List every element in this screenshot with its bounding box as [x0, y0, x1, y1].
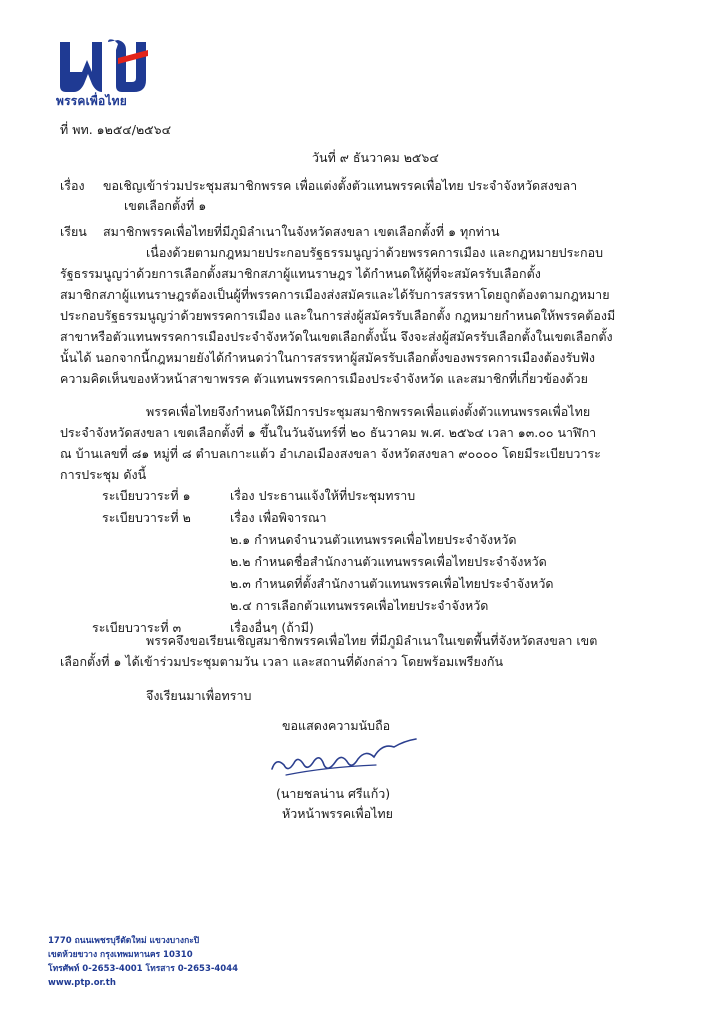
signature-icon [266, 735, 426, 783]
ptp-logo-icon [56, 36, 152, 96]
paragraph-line: เนื่องด้วยตามกฎหมายประกอบรัฐธรรมนูญว่าด้วยพรรคการเมือง และกฎหมายประกอบ [146, 245, 604, 260]
paragraph-line: เลือกตั้งที่ ๑ ได้เข้าร่วมประชุมตามวัน เวลา และสถานที่ดังกล่าว โดยพร้อมเพรียงกัน [60, 654, 504, 669]
paragraph-line: รัฐธรรมนูญว่าด้วยการเลือกตั้งสมาชิกสภาผู้แทนราษฎร ได้กำหนดให้ผู้ที่จะสมัครรับเลือกตั้ง [60, 266, 541, 281]
recipient-label: เรียน [60, 224, 87, 239]
letter-date: วันที่ ๙ ธันวาคม ๒๕๖๔ [312, 150, 439, 165]
subject-line-1: ขอเชิญเข้าร่วมประชุมสมาชิกพรรค เพื่อแต่งตั้งตัวแทนพรรคเพื่อไทย ประจำจังหวัดสงขลา [103, 178, 578, 193]
signature [266, 735, 426, 783]
agenda-value: เรื่องอื่นๆ (ถ้ามี) [230, 620, 314, 635]
footer-line: เขตห้วยขวาง กรุงเทพมหานคร 10310 [48, 950, 193, 960]
recipient-text: สมาชิกพรรคเพื่อไทยที่มีภูมิลำเนาในจังหวัดสงขลา เขตเลือกตั้งที่ ๑ ทุกท่าน [103, 224, 500, 239]
paragraph-1 [60, 242, 660, 389]
subject-line-2: เขตเลือกตั้งที่ ๑ [124, 198, 207, 213]
subject-label: เรื่อง [60, 178, 85, 193]
footer-website: www.ptp.or.th [48, 978, 116, 988]
reference-number: ที่ พท. ๑๒๕๔/๒๕๖๔ [60, 122, 172, 137]
paragraph-line: ความคิดเห็นของหัวหน้าสาขาพรรค ตัวแทนพรรคการเมืองประจำจังหวัด และสมาชิกที่เกี่ยวข้องด้วย [60, 371, 588, 386]
agenda-subitem: ๒.๔ การเลือกตัวแทนพรรคเพื่อไทยประจำจังหวัด [230, 598, 489, 613]
paragraph-line: พรรคเพื่อไทยจึงกำหนดให้มีการประชุมสมาชิกพรรคเพื่อแต่งตั้งตัวแทนพรรคเพื่อไทย [146, 404, 591, 419]
paragraph-line: นั้นได้ นอกจากนี้กฎหมายยังได้กำหนดว่าในการสรรหาผู้สมัครรับเลือกตั้งของพรรคการเมืองต้องรับฟัง [60, 350, 596, 365]
paragraph-3 [60, 630, 660, 672]
paragraph-line: การประชุม ดังนี้ [60, 467, 147, 482]
agenda-value: เรื่อง ประธานแจ้งให้ที่ประชุมทราบ [230, 488, 416, 503]
signer-position: หัวหน้าพรรคเพื่อไทย [282, 806, 393, 821]
paragraph-2 [60, 401, 660, 485]
closing-inform: จึงเรียนมาเพื่อทราบ [146, 688, 252, 703]
footer-line: โทรศัพท์ 0-2653-4001 โทรสาร 0-2653-4044 [48, 964, 239, 974]
paragraph-line: พรรคจึงขอเรียนเชิญสมาชิกพรรคเพื่อไทย ที่มีภูมิลำเนาในเขตพื้นที่จังหวัดสงขลา เขต [146, 633, 598, 648]
paragraph-line: ประกอบรัฐธรรมนูญว่าด้วยพรรคการเมือง และในการส่งผู้สมัครรับเลือกตั้ง กฎหมายกำหนดให้พรรคต้องมี [60, 308, 616, 323]
footer-address [48, 934, 238, 990]
agenda-key: ระเบียบวาระที่ ๒ [102, 510, 191, 525]
paragraph-line: ณ บ้านเลขที่ ๘๑ หมู่ที่ ๘ ตำบลเกาะแต้ว อำเภอเมืองสงขลา จังหวัดสงขลา ๙๐๐๐๐ โดยมีระเบียบวาระ [60, 446, 601, 461]
agenda-value: เรื่อง เพื่อพิจารณา [230, 510, 327, 525]
paragraph-line: สมาชิกสภาผู้แทนราษฎรต้องเป็นผู้ที่พรรคการเมืองส่งสมัครและได้รับการสรรหาโดยถูกต้องตามกฎหมาย [60, 287, 610, 302]
logo-text: พรรคเพื่อไทย [56, 94, 128, 108]
paragraph-line: สาขาหรือตัวแทนพรรคการเมืองประจำจังหวัดในเขตเลือกตั้งนั้น จึงจะส่งผู้สมัครรับเลือกตั้งในเขตเลือกตั้ง [60, 329, 613, 344]
paragraph-line: ประจำจังหวัดสงขลา เขตเลือกตั้งที่ ๑ ขึ้นในวันจันทร์ที่ ๒๐ ธันวาคม พ.ศ. ๒๕๖๔ เวลา ๑๓.๐๐ นาฬิกา [60, 425, 597, 440]
signer-name: (นายชลน่าน ศรีแก้ว) [276, 786, 391, 801]
agenda-key: ระเบียบวาระที่ ๑ [102, 488, 191, 503]
agenda-key: ระเบียบวาระที่ ๓ [92, 620, 182, 635]
agenda-subitem: ๒.๓ กำหนดที่ตั้งสำนักงานตัวแทนพรรคเพื่อไทยประจำจังหวัด [230, 576, 554, 591]
closing-regards: ขอแสดงความนับถือ [282, 718, 391, 733]
agenda-subitem: ๒.๒ กำหนดชื่อสำนักงานตัวแทนพรรคเพื่อไทยประจำจังหวัด [230, 554, 547, 569]
footer-line: 1770 ถนนเพชรบุรีตัดใหม่ แขวงบางกะปิ [48, 936, 200, 946]
agenda-subitem: ๒.๑ กำหนดจำนวนตัวแทนพรรคเพื่อไทยประจำจังหวัด [230, 532, 517, 547]
